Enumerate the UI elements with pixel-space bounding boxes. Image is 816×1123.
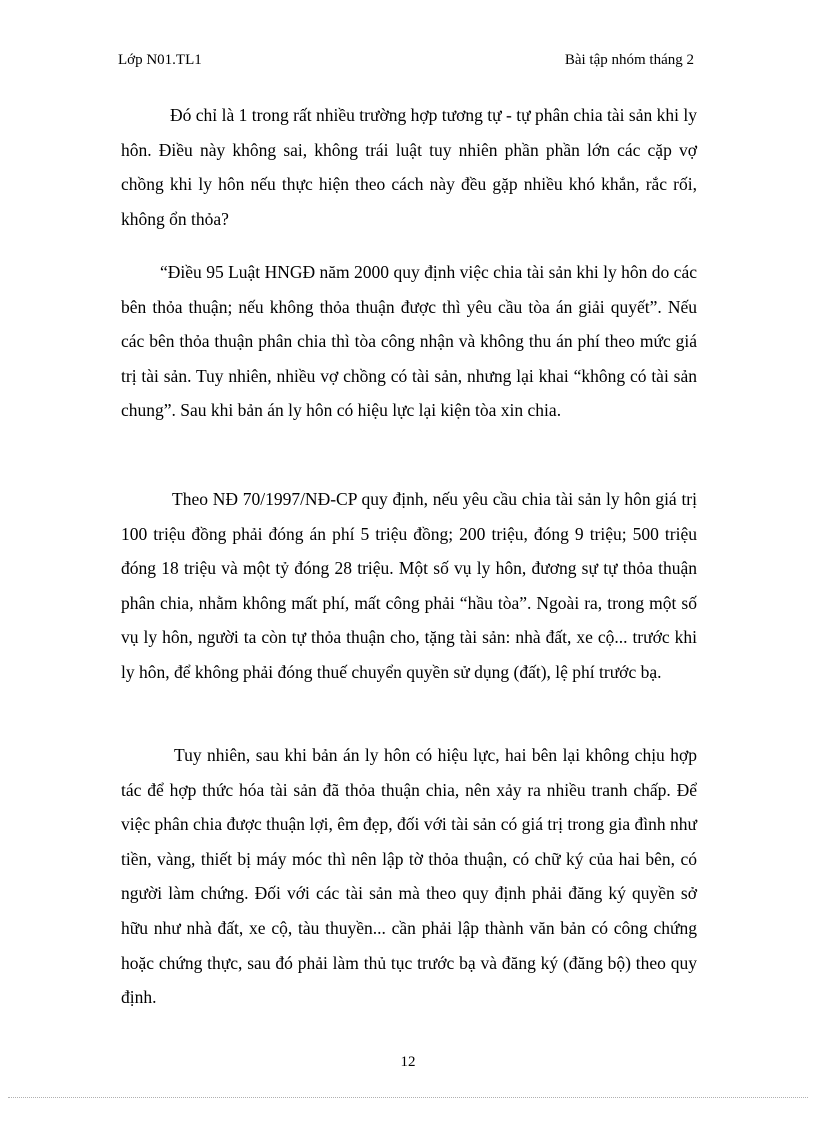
paragraph-3: [121, 482, 697, 690]
page-number: 12: [400, 1054, 416, 1070]
paragraph-4: [121, 738, 697, 1015]
page-break-divider: [8, 1097, 808, 1098]
paragraph-3-text: Theo NĐ 70/1997/NĐ-CP quy định, nếu yêu cầu chia tài sản ly hôn giá trị 100 triệu đồng phải đóng án phí 5 triệu đồng; 200 triệu, đóng 9 triệu; 500 triệu đóng 18 triệu và một tỷ đóng 28 triệu. Một số vụ ly hôn, đương sự tự thỏa thuận phân chia, nhằm không mất phí, mất công phải “hầu tòa”. Ngoài ra, trong một số vụ ly hôn, người ta còn tự thỏa thuận cho, tặng tài sản: nhà đất, xe cộ... trước khi ly hôn, để không phải đóng thuế chuyển quyền sử dụng (đất), lệ phí trước bạ.: [121, 489, 697, 682]
paragraph-4-text: Tuy nhiên, sau khi bản án ly hôn có hiệu lực, hai bên lại không chịu hợp tác để hợp thức hóa tài sản đã thỏa thuận chia, nên xảy ra nhiều tranh chấp. Để việc phân chia được thuận lợi, êm đẹp, đối với tài sản có giá trị trong gia đình như tiền, vàng, thiết bị máy móc thì nên lập tờ thỏa thuận, có chữ ký của hai bên, có người làm chứng. Đối với các tài sản mà theo quy định phải đăng ký quyền sở hữu như nhà đất, xe cộ, tàu thuyền... cần phải lập thành văn bản có công chứng hoặc chứng thực, sau đó phải làm thủ tục trước bạ và đăng ký (đăng bộ) theo quy định.: [121, 745, 697, 1008]
header-class-label: Lớp N01.TL1: [118, 52, 202, 68]
paragraph-1: [121, 98, 697, 236]
paragraph-2-text: “Điều 95 Luật HNGĐ năm 2000 quy định việc chia tài sản khi ly hôn do các bên thỏa thuận; nếu không thỏa thuận được thì yêu cầu tòa án giải quyết”. Nếu các bên thỏa thuận phân chia thì tòa công nhận và không thu án phí theo mức giá trị tài sản. Tuy nhiên, nhiều vợ chồng có tài sản, nhưng lại khai “không có tài sản chung”. Sau khi bản án ly hôn có hiệu lực lại kiện tòa xin chia.: [121, 262, 697, 421]
paragraph-1-text: Đó chỉ là 1 trong rất nhiều trường hợp tương tự - tự phân chia tài sản khi ly hôn. Điều này không sai, không trái luật tuy nhiên phần phần lớn các cặp vợ chồng khi ly hôn nếu thực hiện theo cách này đều gặp nhiều khó khắn, rắc rối, không ổn thỏa?: [121, 105, 697, 229]
header-title: Bài tập nhóm tháng 2: [564, 52, 694, 68]
paragraph-2: [121, 255, 697, 428]
